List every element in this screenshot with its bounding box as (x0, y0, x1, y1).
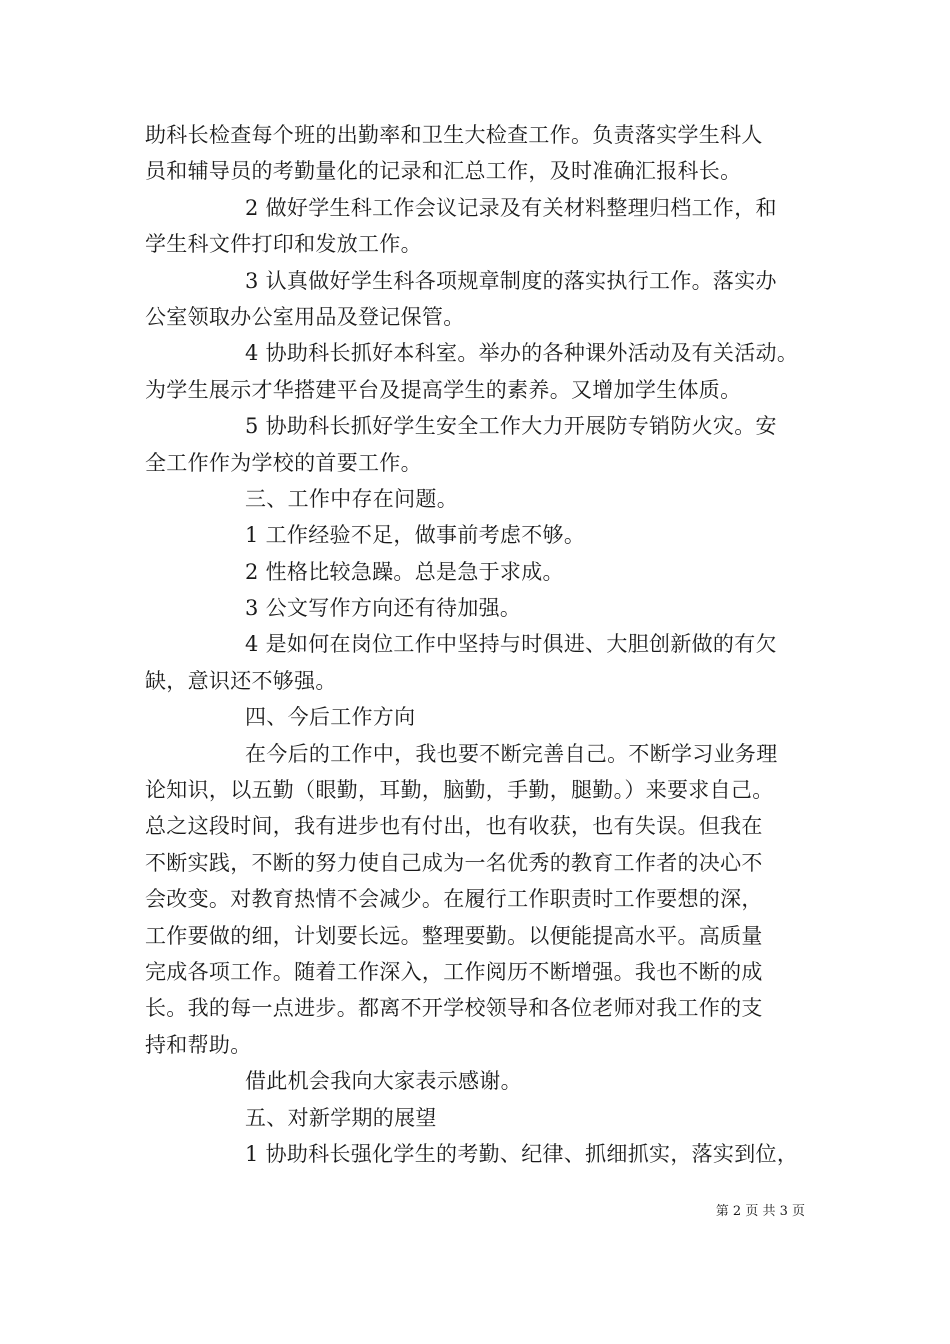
section-heading: 四、今后工作方向 (245, 705, 416, 730)
text-line: 学生科文件打印和发放工作。 (145, 232, 422, 257)
text-line: 2 做好学生科工作会议记录及有关材料整理归档工作，和 (245, 195, 777, 220)
text-line: 3 认真做好学生科各项规章制度的落实执行工作。落实办 (245, 268, 777, 293)
text-line: 4 协助科长抓好本科室。举办的各种课外活动及有关活动。 (245, 341, 799, 366)
text-line: 会改变。对教育热情不会减少。在履行工作职责时工作要想的深， (145, 887, 763, 912)
text-line: 为学生展示才华搭建平台及提高学生的素养。又增加学生体质。 (145, 377, 742, 402)
text-line: 总之这段时间，我有进步也有付出，也有收获，也有失误。但我在 (145, 814, 763, 839)
text-line: 3 公文写作方向还有待加强。 (245, 596, 522, 621)
section-heading: 五、对新学期的展望 (245, 1105, 437, 1130)
text-line: 借此机会我向大家表示感谢。 (245, 1069, 522, 1094)
text-line: 缺，意识还不够强。 (145, 668, 337, 693)
document-body (145, 117, 815, 1172)
text-line: 全工作作为学校的首要工作。 (145, 450, 422, 475)
text-line: 1 工作经验不足，做事前考虑不够。 (245, 523, 586, 548)
text-line: 完成各项工作。随着工作深入，工作阅历不断增强。我也不断的成 (145, 959, 763, 984)
text-line: 公室领取办公室用品及登记保管。 (145, 304, 465, 329)
text-line: 助科长检查每个班的出勤率和卫生大检查工作。负责落实学生科人 (145, 123, 763, 147)
text-line: 工作要做的细，计划要长远。整理要勤。以便能提高水平。高质量 (145, 923, 763, 948)
text-line: 员和辅导员的考勤量化的记录和汇总工作，及时准确汇报科长。 (145, 159, 742, 184)
text-line: 4 是如何在岗位工作中坚持与时俱进、大胆创新做的有欠 (245, 632, 777, 657)
page-footer (0, 1200, 805, 1219)
text-line: 1 协助科长强化学生的考勤、纪律、抓细抓实，落实到位， (245, 1141, 799, 1166)
text-line: 2 性格比较急躁。总是急于求成。 (245, 559, 564, 584)
text-line: 持和帮助。 (145, 1032, 252, 1057)
text-line: 不断实践，不断的努力使自己成为一名优秀的教育工作者的决心不 (145, 850, 763, 875)
text-line: 长。我的每一点进步。都离不开学校领导和各位老师对我工作的支 (145, 996, 763, 1021)
section-heading: 三、工作中存在问题。 (245, 486, 458, 511)
page-number-label: 第 2 页 共 3 页 (715, 1204, 805, 1219)
text-line: 5 协助科长抓好学生安全工作大力开展防专销防火灾。安 (245, 414, 777, 439)
text-line: 在今后的工作中，我也要不断完善自己。不断学习业务理 (245, 741, 778, 766)
text-line: 论知识，以五勤（眼勤，耳勤，脑勤，手勤，腿勤。）来要求自己。 (145, 778, 774, 803)
